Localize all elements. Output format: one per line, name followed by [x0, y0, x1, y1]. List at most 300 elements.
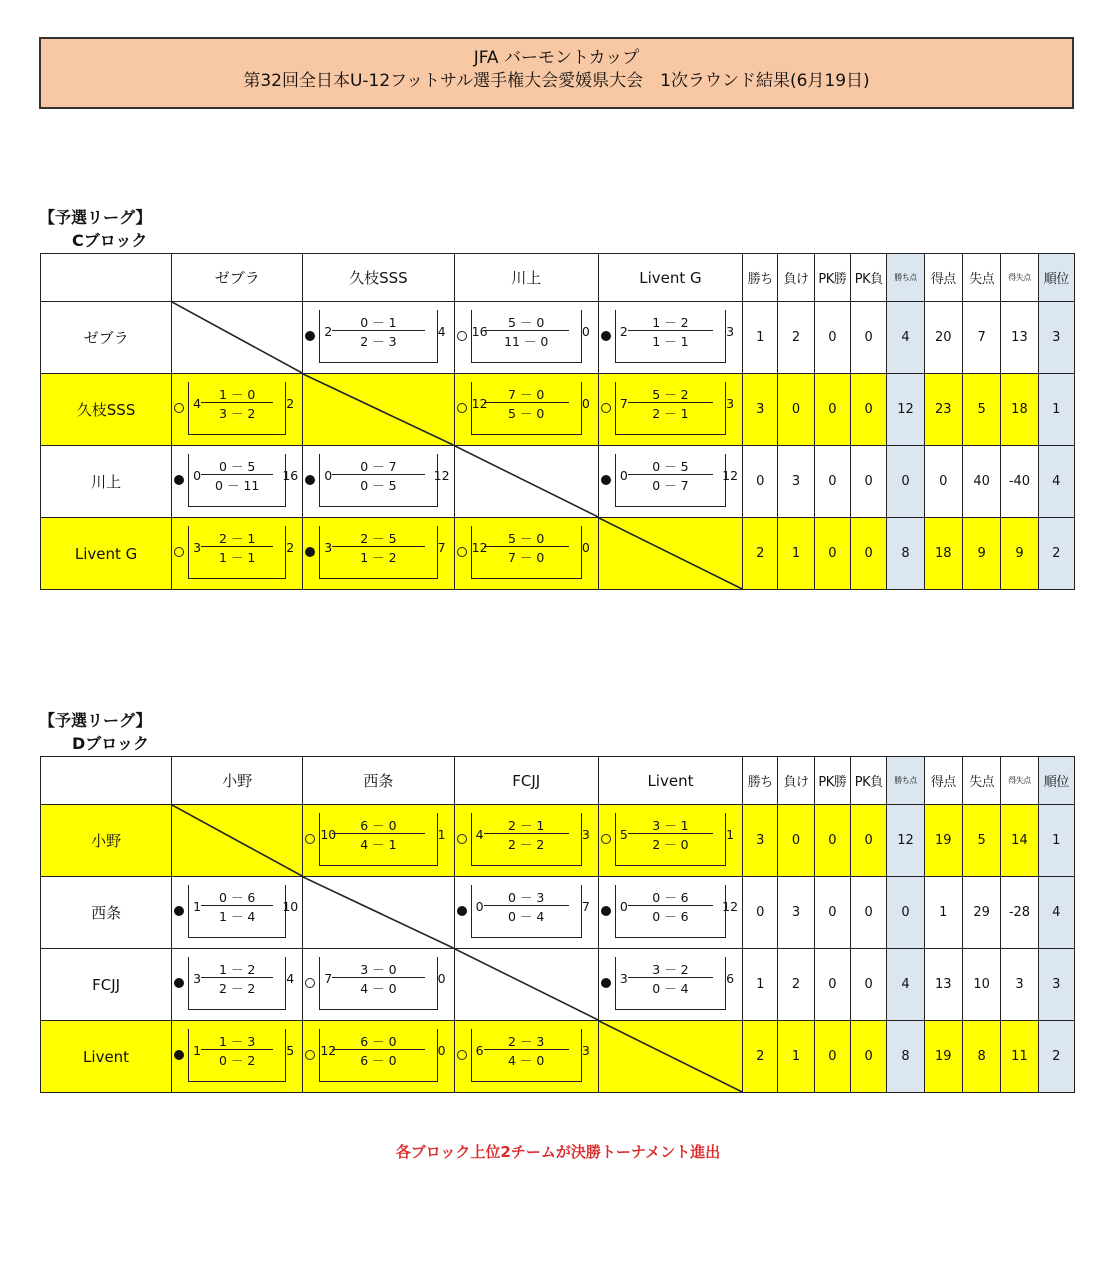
half-scores-box [319, 526, 437, 579]
first-half-score: 0 － 5 [219, 459, 256, 474]
stat-value: 11 [1001, 1021, 1038, 1093]
diagonal-line [455, 949, 598, 1020]
stat-value: 8 [887, 1021, 924, 1093]
own-score: 0 [193, 468, 202, 483]
second-half-score: 2 － 1 [652, 406, 689, 421]
second-half-score: 7 － 0 [508, 550, 545, 565]
match-cell [454, 518, 598, 590]
team-row [41, 1021, 1075, 1093]
stat-value: 0 [851, 446, 887, 518]
match-cell [598, 949, 742, 1021]
stat-value: 3 [743, 374, 778, 446]
half-scores-box [615, 382, 726, 435]
loss-mark-icon [457, 906, 467, 916]
match-cell [303, 518, 454, 590]
stat-value: 0 [851, 805, 887, 877]
first-half-score: 2 － 1 [219, 531, 256, 546]
column-team-name: 川上 [454, 254, 598, 302]
second-half-score: 0 － 5 [360, 478, 397, 493]
stat-value: 1 [743, 302, 778, 374]
stat-value: 5 [962, 805, 1000, 877]
stat-value: 9 [962, 518, 1000, 590]
second-half-score: 4 － 1 [360, 837, 397, 852]
stat-header: 得点 [924, 254, 962, 302]
win-mark-icon [601, 834, 611, 844]
win-mark-icon [305, 1050, 315, 1060]
stat-header: 得点 [924, 757, 962, 805]
loss-mark-icon [601, 906, 611, 916]
stat-value: 18 [1001, 374, 1038, 446]
first-half-score: 0 － 5 [652, 459, 689, 474]
second-half-score: 1 － 1 [652, 334, 689, 349]
second-half-score: 2 － 2 [508, 837, 545, 852]
half-scores-box [471, 885, 582, 938]
diagonal-cell [598, 1021, 742, 1093]
win-mark-icon [305, 834, 315, 844]
row-team-name: 川上 [41, 446, 172, 518]
own-score: 4 [475, 827, 484, 842]
own-score: 0 [619, 899, 628, 914]
half-scores-box [615, 885, 726, 938]
win-mark-icon [457, 403, 467, 413]
stat-value: 12 [887, 805, 924, 877]
half-scores-box [319, 310, 437, 363]
diagonal-cell [303, 374, 454, 446]
match-cell [598, 805, 742, 877]
stat-value: 0 [887, 877, 924, 949]
loss-mark-icon [601, 978, 611, 988]
second-half-score: 1 － 2 [360, 550, 397, 565]
match-cell [598, 302, 742, 374]
half-scores-box [188, 382, 286, 435]
own-score: 3 [193, 971, 202, 986]
row-team-name: Livent [41, 1021, 172, 1093]
stat-header: 失点 [962, 254, 1000, 302]
match-cell [454, 877, 598, 949]
diagonal-line [172, 805, 302, 876]
stat-value: 0 [814, 302, 850, 374]
win-mark-icon [174, 547, 184, 557]
first-half-score: 0 － 1 [360, 315, 397, 330]
stat-header: 得失点 [1001, 757, 1038, 805]
second-half-score: 11 － 0 [504, 334, 549, 349]
stat-value: 0 [814, 1021, 850, 1093]
half-scores-box [188, 885, 286, 938]
stat-value: 7 [962, 302, 1000, 374]
column-team-name: FCJJ [454, 757, 598, 805]
second-half-score: 0 － 6 [652, 909, 689, 924]
section-label-d: 【予選リーグ】 [39, 711, 152, 730]
own-score: 1 [193, 1043, 202, 1058]
stat-value: 0 [851, 518, 887, 590]
own-score: 12 [471, 396, 488, 411]
first-half-score: 1 － 3 [219, 1034, 256, 1049]
second-half-score: 3 － 2 [219, 406, 256, 421]
title-banner [39, 37, 1074, 109]
second-half-score: 0 － 2 [219, 1053, 256, 1068]
column-team-name: Livent G [598, 254, 742, 302]
match-cell [454, 805, 598, 877]
half-scores-box [188, 526, 286, 579]
half-scores-box [319, 957, 437, 1010]
stat-value: 3 [778, 446, 814, 518]
loss-mark-icon [601, 331, 611, 341]
diagonal-cell [303, 877, 454, 949]
first-half-score: 1 － 2 [652, 315, 689, 330]
first-half-score: 2 － 5 [360, 531, 397, 546]
stat-value: 1 [1038, 805, 1074, 877]
own-score: 16 [471, 324, 488, 339]
match-cell [303, 805, 454, 877]
column-team-name: 久枝SSS [303, 254, 454, 302]
opponent-score: 12 [722, 468, 739, 483]
second-half-score: 0 － 4 [508, 909, 545, 924]
own-score: 7 [619, 396, 628, 411]
stat-value: 19 [924, 1021, 962, 1093]
stat-value: 0 [851, 949, 887, 1021]
match-cell [598, 877, 742, 949]
first-half-score: 0 － 6 [219, 890, 256, 905]
half-scores-box [615, 454, 726, 507]
row-team-name: FCJJ [41, 949, 172, 1021]
stat-value: 13 [1001, 302, 1038, 374]
stat-value: 2 [778, 949, 814, 1021]
own-score: 3 [324, 540, 333, 555]
own-score: 0 [475, 899, 484, 914]
diagonal-line [172, 302, 302, 373]
diagonal-line [455, 446, 598, 517]
team-row [41, 374, 1075, 446]
own-score: 4 [193, 396, 202, 411]
team-row [41, 805, 1075, 877]
first-half-score: 0 － 3 [508, 890, 545, 905]
loss-mark-icon [305, 331, 315, 341]
stat-header: 順位 [1038, 254, 1074, 302]
stat-value: 2 [743, 518, 778, 590]
first-half-score: 3 － 0 [360, 962, 397, 977]
stat-value: 3 [1001, 949, 1038, 1021]
opponent-score: 3 [581, 1043, 590, 1058]
opponent-score: 10 [282, 899, 299, 914]
stat-value: 1 [924, 877, 962, 949]
stat-value: 0 [851, 1021, 887, 1093]
title-line-2: 第32回全日本U-12フットサル選手権大会愛媛県大会 1次ラウンド結果(6月19日) [243, 71, 870, 91]
stat-value: 0 [814, 877, 850, 949]
opponent-score: 0 [437, 1043, 446, 1058]
loss-mark-icon [174, 978, 184, 988]
own-score: 3 [193, 540, 202, 555]
stat-header: 得失点 [1001, 254, 1038, 302]
diagonal-line [303, 374, 453, 445]
half-scores-box [319, 454, 437, 507]
own-score: 0 [324, 468, 333, 483]
stat-value: 2 [1038, 1021, 1074, 1093]
match-cell [303, 949, 454, 1021]
row-team-name: ゼブラ [41, 302, 172, 374]
opponent-score: 3 [726, 396, 735, 411]
corner-cell [41, 757, 172, 805]
stat-value: 0 [851, 302, 887, 374]
opponent-score: 0 [581, 324, 590, 339]
opponent-score: 0 [581, 396, 590, 411]
column-team-name: Livent [598, 757, 742, 805]
opponent-score: 7 [437, 540, 446, 555]
stat-value: 0 [814, 518, 850, 590]
loss-mark-icon [174, 906, 184, 916]
block-label-d: Dブロック [72, 734, 149, 753]
half-scores-box [471, 382, 582, 435]
second-half-score: 1 － 1 [219, 550, 256, 565]
title-line-1: JFA バーモントカップ [473, 48, 640, 68]
stat-value: 0 [778, 805, 814, 877]
loss-mark-icon [305, 547, 315, 557]
stat-value: 20 [924, 302, 962, 374]
own-score: 10 [320, 827, 337, 842]
match-cell [598, 446, 742, 518]
win-mark-icon [174, 403, 184, 413]
diagonal-cell [454, 446, 598, 518]
section-label-c: 【予選リーグ】 [39, 208, 152, 227]
stat-value: 0 [778, 374, 814, 446]
opponent-score: 0 [581, 540, 590, 555]
own-score: 6 [475, 1043, 484, 1058]
stat-value: 14 [1001, 805, 1038, 877]
second-half-score: 4 － 0 [360, 981, 397, 996]
first-half-score: 2 － 1 [508, 818, 545, 833]
diagonal-cell [172, 805, 303, 877]
second-half-score: 1 － 4 [219, 909, 256, 924]
match-cell [598, 374, 742, 446]
first-half-score: 6 － 0 [360, 1034, 397, 1049]
stat-header: 負け [778, 254, 814, 302]
stat-header: PK勝 [814, 757, 850, 805]
first-half-score: 1 － 2 [219, 962, 256, 977]
stat-value: 0 [814, 446, 850, 518]
half-scores-box [615, 957, 726, 1010]
loss-mark-icon [305, 475, 315, 485]
column-team-name: 西条 [303, 757, 454, 805]
loss-mark-icon [601, 475, 611, 485]
first-half-score: 1 － 0 [219, 387, 256, 402]
stat-value: 3 [743, 805, 778, 877]
opponent-score: 2 [286, 540, 295, 555]
stat-value: 12 [887, 374, 924, 446]
opponent-score: 0 [437, 971, 446, 986]
opponent-score: 16 [282, 468, 299, 483]
advancement-note: 各ブロック上位2チームが決勝トーナメント進出 [395, 1143, 721, 1161]
stat-value: 18 [924, 518, 962, 590]
own-score: 0 [619, 468, 628, 483]
first-half-score: 3 － 1 [652, 818, 689, 833]
opponent-score: 12 [722, 899, 739, 914]
stat-value: 0 [814, 805, 850, 877]
match-cell [172, 1021, 303, 1093]
second-half-score: 2 － 2 [219, 981, 256, 996]
stat-value: 3 [1038, 949, 1074, 1021]
stat-value: 40 [962, 446, 1000, 518]
half-scores-box [319, 1029, 437, 1082]
stat-header: 勝ち点 [887, 254, 924, 302]
stat-value: 13 [924, 949, 962, 1021]
corner-cell [41, 254, 172, 302]
diagonal-line [303, 877, 453, 948]
first-half-score: 0 － 6 [652, 890, 689, 905]
stat-value: -40 [1001, 446, 1038, 518]
diagonal-line [599, 1021, 742, 1092]
stat-header: 順位 [1038, 757, 1074, 805]
stat-value: 29 [962, 877, 1000, 949]
stat-value: 0 [743, 446, 778, 518]
stat-value: 8 [887, 518, 924, 590]
match-cell [172, 877, 303, 949]
half-scores-box [188, 957, 286, 1010]
opponent-score: 12 [433, 468, 450, 483]
half-scores-box [319, 813, 437, 866]
opponent-score: 1 [726, 827, 735, 842]
stat-header: 失点 [962, 757, 1000, 805]
loss-mark-icon [174, 475, 184, 485]
stat-value: 9 [1001, 518, 1038, 590]
diagonal-line [599, 518, 742, 589]
half-scores-box [188, 1029, 286, 1082]
stat-value: 1 [778, 518, 814, 590]
stat-value: 0 [887, 446, 924, 518]
match-cell [454, 374, 598, 446]
second-half-score: 2 － 0 [652, 837, 689, 852]
win-mark-icon [457, 1050, 467, 1060]
row-team-name: Livent G [41, 518, 172, 590]
half-scores-box [615, 813, 726, 866]
match-cell [303, 302, 454, 374]
stat-value: 3 [1038, 302, 1074, 374]
stat-value: 0 [814, 949, 850, 1021]
stat-value: 3 [778, 877, 814, 949]
first-half-score: 5 － 2 [652, 387, 689, 402]
half-scores-box [471, 310, 582, 363]
stat-value: 2 [778, 302, 814, 374]
stat-value: 2 [743, 1021, 778, 1093]
first-half-score: 5 － 0 [508, 315, 545, 330]
team-row [41, 446, 1075, 518]
first-half-score: 6 － 0 [360, 818, 397, 833]
stat-value: 19 [924, 805, 962, 877]
match-cell [172, 949, 303, 1021]
column-team-name: ゼブラ [172, 254, 303, 302]
match-cell [454, 302, 598, 374]
second-half-score: 4 － 0 [508, 1053, 545, 1068]
second-half-score: 0 － 4 [652, 981, 689, 996]
win-mark-icon [457, 834, 467, 844]
diagonal-cell [172, 302, 303, 374]
opponent-score: 6 [726, 971, 735, 986]
match-cell [172, 518, 303, 590]
stat-value: 10 [962, 949, 1000, 1021]
own-score: 2 [324, 324, 333, 339]
league-table-d [40, 756, 1075, 1093]
stat-value: 1 [778, 1021, 814, 1093]
row-team-name: 久枝SSS [41, 374, 172, 446]
opponent-score: 5 [286, 1043, 295, 1058]
stat-value: 0 [743, 877, 778, 949]
stat-value: 1 [1038, 374, 1074, 446]
opponent-score: 7 [581, 899, 590, 914]
win-mark-icon [305, 978, 315, 988]
first-half-score: 0 － 7 [360, 459, 397, 474]
stat-value: 0 [924, 446, 962, 518]
first-half-score: 3 － 2 [652, 962, 689, 977]
row-team-name: 小野 [41, 805, 172, 877]
loss-mark-icon [174, 1050, 184, 1060]
team-row [41, 877, 1075, 949]
own-score: 1 [193, 899, 202, 914]
second-half-score: 0 － 7 [652, 478, 689, 493]
league-table-c [40, 253, 1075, 590]
stat-value: 5 [962, 374, 1000, 446]
opponent-score: 1 [437, 827, 446, 842]
team-row [41, 302, 1075, 374]
stat-value: 2 [1038, 518, 1074, 590]
first-half-score: 2 － 3 [508, 1034, 545, 1049]
own-score: 12 [471, 540, 488, 555]
stat-value: 4 [887, 949, 924, 1021]
stat-value: 0 [851, 374, 887, 446]
second-half-score: 2 － 3 [360, 334, 397, 349]
own-score: 2 [619, 324, 628, 339]
column-team-name: 小野 [172, 757, 303, 805]
stat-value: 8 [962, 1021, 1000, 1093]
half-scores-box [471, 813, 582, 866]
second-half-score: 0 － 11 [215, 478, 260, 493]
stat-header: 負け [778, 757, 814, 805]
own-score: 7 [324, 971, 333, 986]
half-scores-box [615, 310, 726, 363]
win-mark-icon [457, 547, 467, 557]
stat-header: PK勝 [814, 254, 850, 302]
stat-value: -28 [1001, 877, 1038, 949]
half-scores-box [188, 454, 286, 507]
opponent-score: 3 [581, 827, 590, 842]
win-mark-icon [601, 403, 611, 413]
second-half-score: 6 － 0 [360, 1053, 397, 1068]
opponent-score: 2 [286, 396, 295, 411]
half-scores-box [471, 1029, 582, 1082]
stat-value: 23 [924, 374, 962, 446]
stat-header: PK負 [851, 254, 887, 302]
stat-value: 0 [814, 374, 850, 446]
team-row [41, 518, 1075, 590]
match-cell [303, 446, 454, 518]
team-row [41, 949, 1075, 1021]
half-scores-box [471, 526, 582, 579]
stat-value: 4 [1038, 446, 1074, 518]
stat-header: 勝ち [743, 254, 778, 302]
opponent-score: 4 [437, 324, 446, 339]
own-score: 3 [619, 971, 628, 986]
stat-value: 0 [851, 877, 887, 949]
diagonal-cell [598, 518, 742, 590]
block-label-c: Cブロック [72, 231, 148, 250]
stat-value: 4 [1038, 877, 1074, 949]
own-score: 12 [320, 1043, 337, 1058]
match-cell [454, 1021, 598, 1093]
first-half-score: 7 － 0 [508, 387, 545, 402]
second-half-score: 5 － 0 [508, 406, 545, 421]
own-score: 5 [619, 827, 628, 842]
stat-value: 4 [887, 302, 924, 374]
diagonal-cell [454, 949, 598, 1021]
stat-header: 勝ち点 [887, 757, 924, 805]
match-cell [172, 374, 303, 446]
